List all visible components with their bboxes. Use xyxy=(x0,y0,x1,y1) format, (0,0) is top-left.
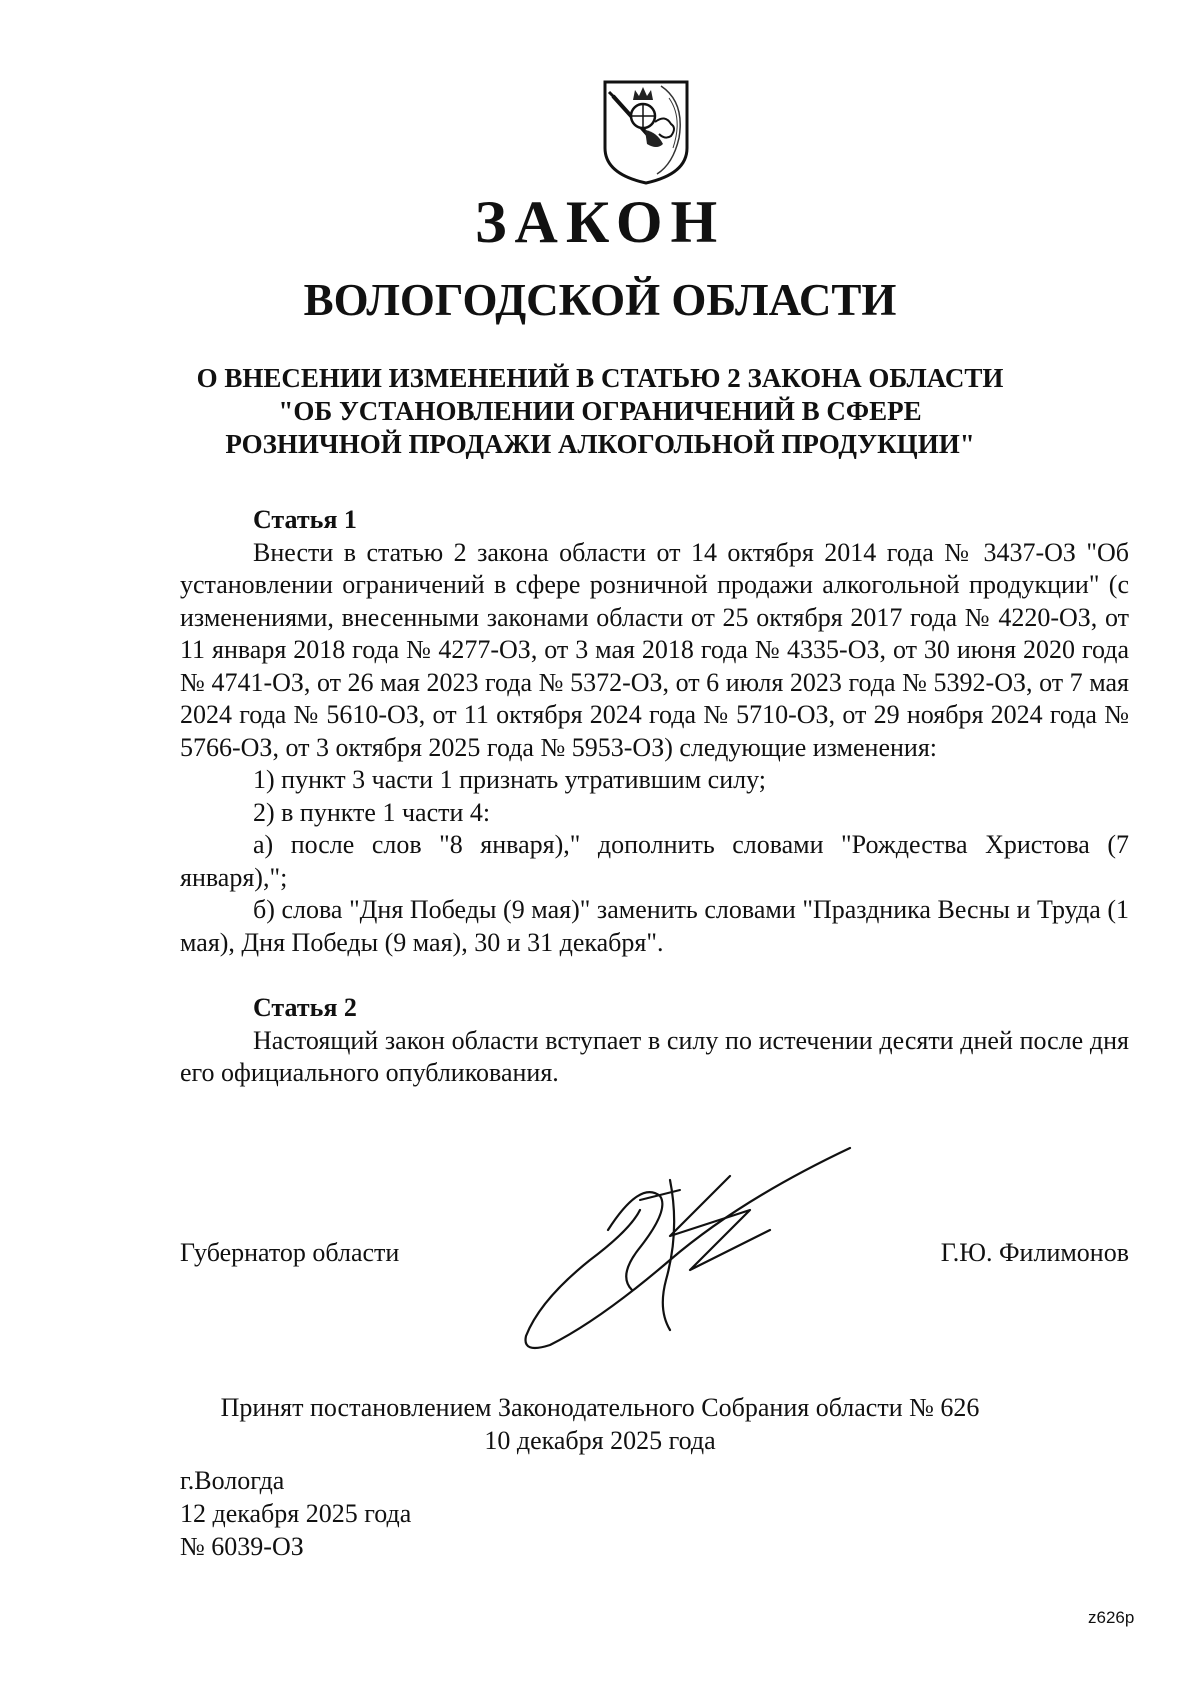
signatory-position: Губернатор области xyxy=(180,1238,400,1267)
signatory-name: Г.Ю. Филимонов xyxy=(940,1238,1129,1267)
adoption-line: Принят постановлением Законодательного Собрания области № 626 xyxy=(220,1393,980,1422)
subject-line: "ОБ УСТАНОВЛЕНИИ ОГРАНИЧЕНИЙ В СФЕРЕ xyxy=(278,396,922,426)
law-subject xyxy=(0,362,1200,461)
article-2-text: Настоящий закон области вступает в силу по истечении десяти дней после дня его официального опубликования. xyxy=(180,1025,1129,1087)
document-code: z626p xyxy=(1088,1608,1135,1627)
article-1-item-2b: б) слова "Дня Победы (9 мая)" заменить словами "Праздника Весны и Труда (1 мая), Дня Победы (9 мая), 30 и 31 декабря". xyxy=(180,895,1129,957)
article-1-item-2a: а) после слов "8 января)," дополнить словами "Рождества Христова (7 января),"; xyxy=(180,830,1129,892)
article-1-item-1: 1) пункт 3 части 1 признать утратившим силу; xyxy=(253,765,766,794)
article-1-intro: Внести в статью 2 закона области от 14 октября 2014 года № 3437-ОЗ "Об установлении ограничений в сфере розничной продажи алкогольной продукции" (с изменениями, внесенными законами области от 25 октября 2017 года № 4220-ОЗ, от 11 января 2018 года № 4277-ОЗ, от 3 мая 2018 года № 4335-ОЗ, от 30 июня 2020 года № 4741-ОЗ, от 26 мая 2023 года № 5372-ОЗ, от 6 июля 2023 года № 5392-ОЗ, от 7 мая 2024 года № 5610-ОЗ, от 11 октября 2024 года № 5710-ОЗ, от 29 ноября 2024 года № 5766-ОЗ, от 3 октября 2025 года № 5953-ОЗ) следующие изменения: xyxy=(180,537,1129,762)
article-2-heading: Статья 2 xyxy=(253,993,357,1022)
coat-of-arms-icon xyxy=(599,78,693,186)
article-1-heading: Статья 1 xyxy=(253,505,357,534)
document-title: ЗАКОН xyxy=(474,189,726,255)
law-body xyxy=(180,504,1129,1090)
law-number: № 6039-ОЗ xyxy=(180,1532,304,1561)
city: г.Вологда xyxy=(180,1466,285,1495)
subject-line: О ВНЕСЕНИИ ИЗМЕНЕНИЙ В СТАТЬЮ 2 ЗАКОНА ОБЛАСТИ xyxy=(196,363,1004,393)
article-1-item-2: 2) в пункте 1 части 4: xyxy=(253,797,491,827)
signature-icon xyxy=(520,1140,860,1355)
adoption-note xyxy=(0,1391,1200,1457)
signing-date: 12 декабря 2025 года xyxy=(180,1499,412,1528)
subject-line: РОЗНИЧНОЙ ПРОДАЖИ АЛКОГОЛЬНОЙ ПРОДУКЦИИ" xyxy=(225,429,975,459)
document-subtitle: ВОЛОГОДСКОЙ ОБЛАСТИ xyxy=(303,275,897,325)
adoption-date: 10 декабря 2025 года xyxy=(484,1426,716,1455)
place-date-number xyxy=(180,1464,411,1563)
